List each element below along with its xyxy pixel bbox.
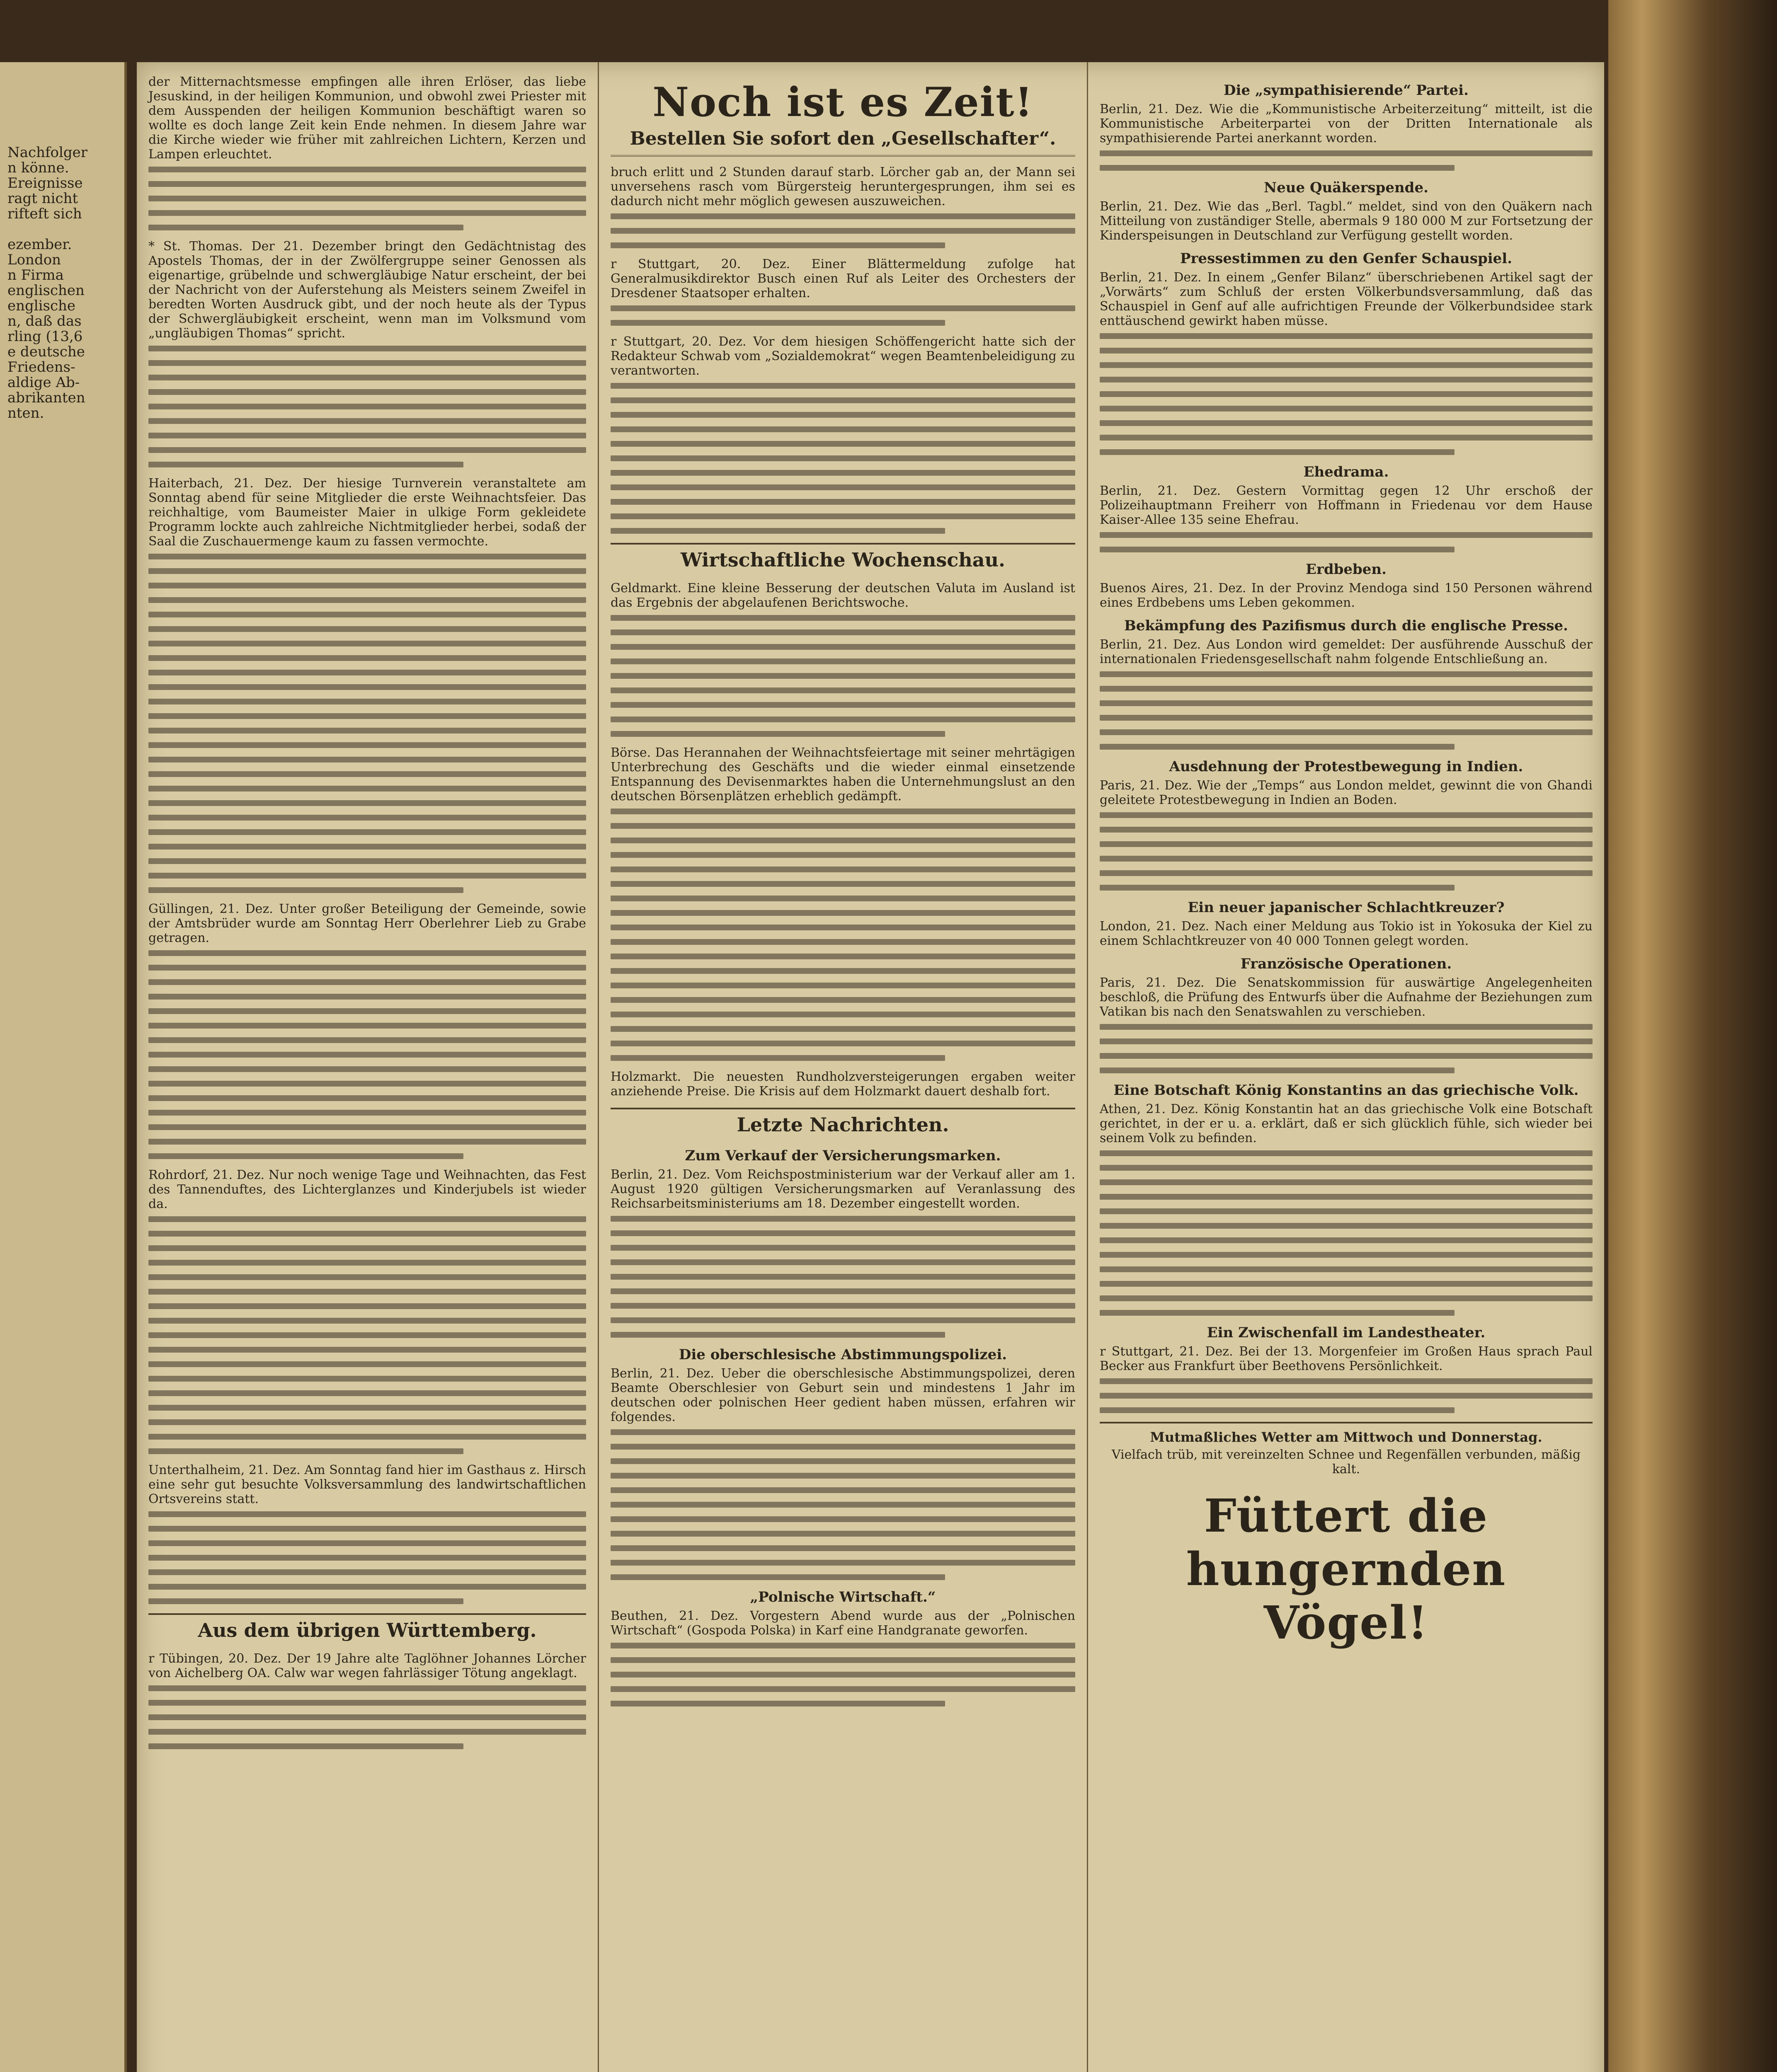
article-konstantin: Athen, 21. Dez. König Konstantin hat an das griechische Volk eine Botschaft gerichtet, in der er u. a. erklärt, daß er sich glücklich fühle, sich wieder bei seinem Volk zu befinden. [1100,1102,1593,1145]
article-boerse: Börse. Das Herannahen der Weihnachtsfeiertage mit seiner mehrtägigen Unterbrechung des Geschäfts und die wieder einmal einsetzende Entspannung des Devisenmarktes haben die Unternehmungslust an den deutschen Börsenplätzen erheblich gedämpft. [611,746,1075,804]
article-ehedrama: Berlin, 21. Dez. Gestern Vormittag gegen 12 Uhr erschoß der Polizeihauptmann Freiherr von Hoffmann in Friedenau vor dem Hause Kaiser-Allee 135 seine Ehefrau. [1100,484,1593,527]
article-rohrdorf: Rohrdorf, 21. Dez. Nur noch wenige Tage und Weihnachten, das Fest des Tannenduftes, des Lichterglanzes und Kinderjubels ist wieder da. [148,1168,586,1211]
subheading-franzoesische-operationen: Französische Operationen. [1240,956,1452,972]
subheading-versicherungsmarken: Zum Verkauf der Versicherungsmarken. [685,1147,1001,1164]
text-lines [1100,150,1593,171]
subheading-landestheater: Ein Zwischenfall im Landestheater. [1207,1324,1486,1341]
weather-text: Vielfach trüb, mit vereinzelten Schnee und Regenfällen verbunden, mäßig kalt. [1111,1447,1581,1477]
section-heading-letzte-nachrichten: Letzte Nachrichten. [611,1108,1075,1140]
subheading-indien: Ausdehnung der Protestbewegung in Indien. [1169,758,1523,775]
article-st-thomas: * St. Thomas. Der 21. Dezember bringt den Gedächtnistag des Apostels Thomas, der in der Zwölfergruppe seiner Genossen als eigenartige, grübelnde und schwergläubige Natur erscheint, der bei der Nachricht von der Auferstehung als Meisters seinem Zweifel in beredten Worten Ausdruck gibt, und der noch heute als der Typus der Schwergläubigkeit erscheint, wenn man im Volksmund vom „ungläubigen Thomas“ spricht. [148,239,586,341]
text-lines [1100,671,1593,750]
subheading-ehedrama: Ehedrama. [1303,464,1389,480]
headline: Noch ist es Zeit! [652,79,1033,126]
subheading-koenig-konstantin: Eine Botschaft König Konstantins an das griechische Volk. [1113,1082,1579,1099]
column-3 [1088,62,1604,2072]
subheading-schlachtkreuzer: Ein neuer japanischer Schlachtkreuzer? [1188,899,1505,916]
subheadline: Bestellen Sie sofort den „Gesellschafter“. [611,128,1075,157]
article-schlachtkreuzer: London, 21. Dez. Nach einer Meldung aus Tokio ist in Yokosuka der Kiel zu einem Schlachtkreuzer von 40 000 Tonnen gelegt worden. [1100,919,1593,948]
text-lines [611,305,1075,326]
text-lines [148,1511,586,1604]
section-heading-wuerttemberg: Aus dem übrigen Württemberg. [148,1613,586,1646]
article-paragraph: bruch erlitt und 2 Stunden darauf starb. Lörcher gab an, der Mann sei unversehens rasch vom Bürgersteig heruntergesprungen, ihm sei es dadurch nicht mehr möglich gewesen auszuweichen. [611,165,1075,208]
text-lines [611,1429,1075,1580]
subheading-abstimmungspolizei: Die oberschlesische Abstimmungspolizei. [679,1346,1007,1363]
text-lines [611,808,1075,1061]
column-1 [137,62,599,2072]
article-stuttgart-busch: r Stuttgart, 20. Dez. Einer Blättermeldung zufolge hat Generalmusikdirektor Busch einen Ruf als Leiter des Orchesters der Dresdener Staatsoper erhalten. [611,257,1075,300]
subheading-sympathisierende-partei: Die „sympathisierende“ Partei. [1224,82,1469,99]
slogan-banner: Füttert die hungernden Vögel! [1186,1489,1506,1649]
text-lines [611,1216,1075,1338]
article-paragraph: der Mitternachtsmesse empfingen alle ihren Erlöser, das liebe Jesuskind, in der heiligen Kommunion, und obwohl zwei Priester mit dem Ausspenden der heiligen Kommunion beschäftigt waren so wollte es doch lange Zeit kein Ende nehmen. In diesem Jahre war die Kirche wieder wie früher mit zahlreichen Lichtern, Kerzen und Lampen erleuchtet. [148,75,586,162]
article-indien: Paris, 21. Dez. Wie der „Temps“ aus London meldet, gewinnt die von Ghandi geleitete Protestbewegung in Indien an Boden. [1100,778,1593,807]
article-unterthalheim: Unterthalheim, 21. Dez. Am Sonntag fand hier im Gasthaus z. Hirsch eine sehr gut besuchte Volksversammlung des landwirtschaftlichen Ortsvereins statt. [148,1463,586,1506]
article-quaeker: Berlin, 21. Dez. Wie das „Berl. Tagbl.“ meldet, sind von den Quäkern nach Mitteilung von zuständiger Stelle, abermals 9 180 000 M zur Fortsetzung der Kinderspeisungen in Deutschland zur Verfügung gestellt worden. [1100,199,1593,243]
text-lines [148,346,586,467]
text-lines [148,167,586,230]
text-lines [1100,532,1593,552]
newspaper-page [137,62,1604,2072]
left-page-fragment [0,62,127,2072]
left-page-text: Nachfolger n könne. Ereignisse ragt nicht rifteft sich ezember. London n Firma englischen englische n, daß das rling (13,6 e deutsche Friedens- aldige Ab- abrikanten nten. [7,144,88,421]
section-heading-wochenschau: Wirtschaftliche Wochenschau. [611,543,1075,575]
article-stuttgart-schwab: r Stuttgart, 20. Dez. Vor dem hiesigen Schöffengericht hatte sich der Redakteur Schwab vom „Sozialdemokrat“ wegen Beamtenbeleidigung zu verantworten. [611,334,1075,378]
article-beuthen: Beuthen, 21. Dez. Vorgestern Abend wurde aus der „Polnischen Wirtschaft“ (Gospoda Polska) in Karf eine Handgranate geworfen. [611,1609,1075,1638]
column-2 [599,62,1088,2072]
subheading-pazifismus: Bekämpfung des Pazifismus durch die englische Presse. [1124,617,1568,634]
text-lines [1100,333,1593,455]
text-lines [1100,1378,1593,1413]
article-guellingen: Güllingen, 21. Dez. Unter großer Beteiligung der Gemeinde, sowie der Amtsbrüder wurde am Sonntag Herr Oberlehrer Lieb zu Grabe getragen. [148,902,586,945]
text-lines [611,213,1075,248]
subheading-genfer-schauspiel: Pressestimmen zu den Genfer Schauspiel. [1180,250,1513,267]
text-lines [611,1643,1075,1706]
article-franzoesische-operationen: Paris, 21. Dez. Die Senatskommission für auswärtige Angelegenheiten beschloß, die Prüfung des Entwurfs über die Aufnahme der Beziehungen zum Vatikan bis nach den Senatswahlen zu verschieben. [1100,975,1593,1019]
article-genf: Berlin, 21. Dez. In einem „Genfer Bilanz“ überschriebenen Artikel sagt der „Vorwärts“ zum Schluß der ersten Völkerbundsversammlung, daß das Schauspiel in Genf auf alle aufrichtigen Freunde der Völkerbundsidee stark enttäuschend gewirkt haben müsse. [1100,270,1593,328]
weather-heading: Mutmaßliches Wetter am Mittwoch und Donnerstag. [1100,1422,1593,1445]
article-tuebingen: r Tübingen, 20. Dez. Der 19 Jahre alte Taglöhner Johannes Lörcher von Aichelberg OA. Calw war wegen fahrlässiger Tötung angeklagt. [148,1651,586,1680]
text-lines [611,615,1075,737]
article-landestheater: r Stuttgart, 21. Dez. Bei der 13. Morgenfeier im Großen Haus sprach Paul Becker aus Frankfurt über Beethovens Persönlichkeit. [1100,1344,1593,1373]
text-lines [148,1216,586,1454]
article-kommunisten: Berlin, 21. Dez. Wie die „Kommunistische Arbeiterzeitung“ mitteilt, ist die Kommunistische Arbeiterpartei von der Dritten Internationale als sympathisierende Partei anerkannt worden. [1100,102,1593,145]
article-haiterbach: Haiterbach, 21. Dez. Der hiesige Turnverein veranstaltete am Sonntag abend für seine Mitglieder die erste Weihnachtsfeier. Das reichhaltige, vom Baumeister Maier in ulkige Form gekleidete Programm lockte auch zahlreiche Nichtmitglieder herbei, sodaß der Saal die Zuschauermenge kaum zu fassen vermochte. [148,476,586,549]
subheading-quaekerspende: Neue Quäkerspende. [1264,179,1428,196]
text-lines [148,950,586,1159]
article-versicherungsmarken: Berlin, 21. Dez. Vom Reichspostministerium war der Verkauf aller am 1. August 1920 gültigen Versicherungsmarken auf Veranlassung des Reichsarbeitsministeriums am 18. Dezember eingestellt worden. [611,1167,1075,1211]
article-erdbeben: Buenos Aires, 21. Dez. In der Provinz Mendoga sind 150 Personen während eines Erdbebens ums Leben gekommen. [1100,581,1593,610]
article-holzmarkt: Holzmarkt. Die neuesten Rundholzversteigerungen ergaben weiter anziehende Preise. Die Krisis auf dem Holzmarkt dauert deshalb fort. [611,1070,1075,1099]
article-pazifismus: Berlin, 21. Dez. Aus London wird gemeldet: Der ausführende Ausschuß der internationalen Friedensgesellschaft nahm folgende Entschließung an. [1100,637,1593,666]
text-lines [1100,1024,1593,1073]
text-lines [1100,812,1593,891]
text-lines [148,554,586,893]
text-lines [611,383,1075,534]
article-geldmarkt: Geldmarkt. Eine kleine Besserung der deutschen Valuta im Ausland ist das Ergebnis der abgelaufenen Berichtswoche. [611,581,1075,610]
subheading-polnische-wirtschaft: „Polnische Wirtschaft.“ [750,1589,936,1605]
article-abstimmungspolizei: Berlin, 21. Dez. Ueber die oberschlesische Abstimmungspolizei, deren Beamte Oberschlesier von Geburt sein und mindestens 1 Jahr im deutschen oder polnischen Heer gedient haben müssen, erfahren wir folgendes. [611,1366,1075,1424]
book-binding [1608,0,1777,2072]
subheading-erdbeben: Erdbeben. [1306,561,1387,578]
text-lines [148,1685,586,1749]
text-lines [1100,1150,1593,1316]
